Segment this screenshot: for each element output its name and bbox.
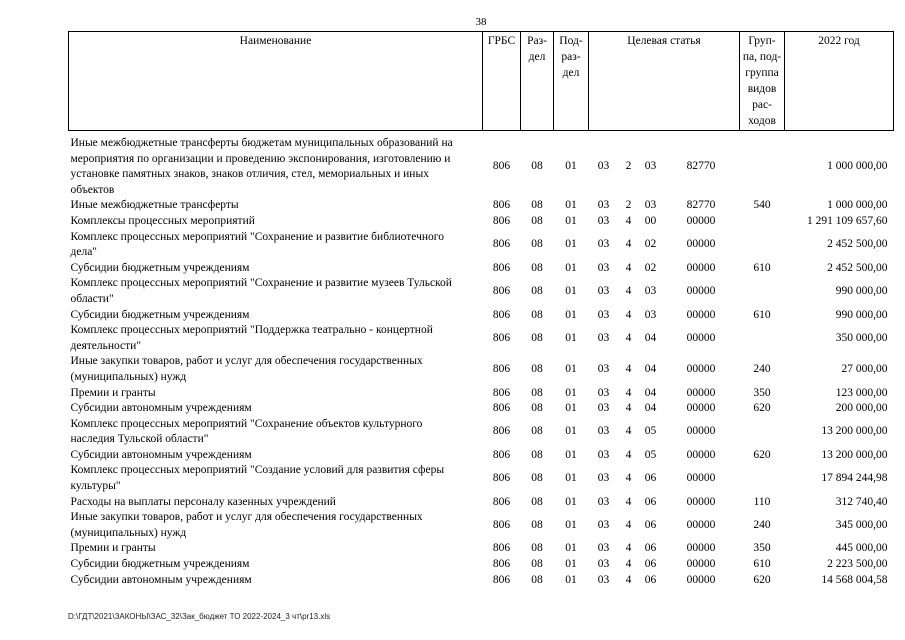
- row-group: [740, 463, 785, 494]
- row-target-subprogram: 04: [644, 331, 657, 344]
- row-target-type: 2: [625, 160, 632, 173]
- row-target-type: 4: [625, 285, 632, 298]
- row-grbs: 806: [492, 261, 511, 274]
- file-path: D:\ГДТ\2021\ЗАКОНЫ\ЗАС_32\Зак_бюджет ТО 2022-2024_3 чт\pr13.xls: [68, 612, 331, 621]
- header-razdel: Раз- дел: [521, 32, 554, 131]
- row-grbs: 806: [492, 519, 511, 532]
- row-name: Субсидии автономным учреждениям: [70, 402, 252, 415]
- row-group: 350: [753, 386, 771, 399]
- row-target-direction: 00000: [686, 472, 716, 485]
- row-amount: 350 000,00: [835, 331, 888, 344]
- row-group: 240: [753, 363, 771, 376]
- table-body: [69, 131, 894, 589]
- row-target-direction: 00000: [686, 425, 716, 438]
- row-target-type: 4: [625, 573, 632, 586]
- row-target-program: 03: [597, 573, 610, 586]
- row-target-direction: 82770: [686, 199, 716, 212]
- row-podrazdel: 01: [565, 261, 577, 274]
- row-name: Премии и гранты: [70, 386, 156, 399]
- row-razdel: 08: [531, 261, 543, 274]
- row-grbs: 806: [492, 558, 511, 571]
- table-row: [69, 308, 894, 324]
- row-group: [740, 131, 785, 199]
- row-name: Комплекс процессных мероприятий "Создание условий для развития сферы культуры": [70, 464, 445, 493]
- row-target-direction: 00000: [686, 331, 716, 344]
- row-target-type: 4: [625, 402, 632, 415]
- row-group: 540: [753, 199, 771, 212]
- table-row: [69, 401, 894, 417]
- row-podrazdel: 01: [565, 519, 577, 532]
- row-razdel: 08: [531, 331, 543, 344]
- row-grbs: 806: [492, 542, 511, 555]
- row-amount: 2 223 500,00: [827, 558, 888, 571]
- row-target-program: 03: [597, 363, 610, 376]
- header-grbs: ГРБС: [483, 32, 521, 131]
- budget-table: [68, 31, 894, 588]
- row-target-program: 03: [597, 542, 610, 555]
- row-target-direction: 00000: [686, 261, 716, 274]
- row-group: [740, 230, 785, 261]
- row-target-type: 2: [625, 199, 632, 212]
- row-razdel: 08: [531, 308, 543, 321]
- row-target-direction: 00000: [686, 363, 716, 376]
- row-group: 110: [753, 495, 771, 508]
- row-name: Комплексы процессных мероприятий: [70, 214, 255, 227]
- row-amount: 2 452 500,00: [827, 238, 888, 251]
- header-year: 2022 год: [785, 32, 894, 131]
- row-name: Субсидии автономным учреждениям: [70, 573, 252, 586]
- row-target-program: 03: [597, 199, 610, 212]
- table-header: [69, 32, 894, 131]
- row-group: 610: [753, 558, 771, 571]
- row-podrazdel: 01: [565, 363, 577, 376]
- row-target-type: 4: [625, 308, 632, 321]
- row-podrazdel: 01: [565, 238, 577, 251]
- table-row: [69, 417, 894, 448]
- row-grbs: 806: [492, 363, 511, 376]
- row-amount: 990 000,00: [835, 285, 888, 298]
- row-target-subprogram: 03: [644, 285, 657, 298]
- row-target-direction: 00000: [686, 402, 716, 415]
- row-target-subprogram: 03: [644, 199, 657, 212]
- row-target-program: 03: [597, 386, 610, 399]
- row-podrazdel: 01: [565, 573, 577, 586]
- row-grbs: 806: [492, 573, 511, 586]
- row-target-type: 4: [625, 261, 632, 274]
- row-target-type: 4: [625, 386, 632, 399]
- row-target-program: 03: [597, 519, 610, 532]
- row-target-direction: 82770: [686, 160, 716, 173]
- row-name: Комплекс процессных мероприятий "Сохранение объектов культурного наследия Тульской области": [70, 417, 423, 446]
- row-razdel: 08: [531, 558, 543, 571]
- row-grbs: 806: [492, 331, 511, 344]
- row-target-subprogram: 06: [644, 495, 657, 508]
- row-amount: 1 000 000,00: [827, 160, 888, 173]
- row-podrazdel: 01: [565, 308, 577, 321]
- row-podrazdel: 01: [565, 386, 577, 399]
- row-target-program: 03: [597, 448, 610, 461]
- row-name: Комплекс процессных мероприятий "Поддержка театрально - концертной деятельности": [70, 324, 433, 352]
- row-amount: 123 000,00: [835, 386, 888, 399]
- row-podrazdel: 01: [565, 160, 577, 173]
- row-group: 610: [753, 308, 771, 321]
- row-target-direction: 00000: [686, 386, 716, 399]
- row-grbs: 806: [492, 425, 511, 438]
- row-target-program: 03: [597, 402, 610, 415]
- row-group: 620: [753, 573, 771, 586]
- table-row: [69, 323, 894, 354]
- row-podrazdel: 01: [565, 285, 577, 298]
- row-target-subprogram: 04: [644, 386, 657, 399]
- row-razdel: 08: [531, 214, 543, 227]
- row-target-type: 4: [625, 425, 632, 438]
- header-target: Целевая статья: [589, 32, 740, 131]
- row-target-type: 4: [625, 542, 632, 555]
- row-target-program: 03: [597, 425, 610, 438]
- row-target-program: 03: [597, 558, 610, 571]
- row-target-program: 03: [597, 160, 610, 173]
- row-amount: 1 291 109 657,60: [807, 214, 888, 227]
- row-amount: 2 452 500,00: [827, 261, 888, 274]
- row-razdel: 08: [531, 573, 543, 586]
- row-podrazdel: 01: [565, 542, 577, 555]
- row-target-program: 03: [597, 214, 610, 227]
- row-target-subprogram: 06: [644, 573, 657, 586]
- row-group: [740, 276, 785, 307]
- row-grbs: 806: [492, 386, 511, 399]
- header-name: Наименование: [69, 32, 483, 131]
- row-target-direction: 00000: [686, 519, 716, 532]
- table-row: [69, 386, 894, 402]
- row-amount: 345 000,00: [835, 519, 888, 532]
- row-name: Субсидии автономным учреждениям: [70, 448, 252, 461]
- row-amount: 14 568 004,58: [821, 573, 888, 586]
- row-target-direction: 00000: [686, 214, 716, 227]
- header-group: Груп- па, под- группа видов рас- ходов: [740, 32, 785, 131]
- row-target-type: 4: [625, 519, 632, 532]
- row-grbs: 806: [492, 402, 511, 415]
- row-podrazdel: 01: [565, 448, 577, 461]
- row-grbs: 806: [492, 495, 511, 508]
- row-target-subprogram: 06: [644, 542, 657, 555]
- row-target-subprogram: 03: [644, 308, 657, 321]
- row-group: [740, 417, 785, 448]
- row-razdel: 08: [531, 285, 543, 298]
- row-podrazdel: 01: [565, 495, 577, 508]
- row-amount: 990 000,00: [835, 308, 888, 321]
- row-target-type: 4: [625, 558, 632, 571]
- table-row: [69, 448, 894, 464]
- row-grbs: 806: [492, 160, 511, 173]
- row-target-subprogram: 05: [644, 448, 657, 461]
- row-razdel: 08: [531, 425, 543, 438]
- row-name: Субсидии бюджетным учреждениям: [70, 261, 250, 274]
- row-name: Премии и гранты: [70, 542, 156, 555]
- row-target-direction: 00000: [686, 448, 716, 461]
- row-target-subprogram: 06: [644, 519, 657, 532]
- row-podrazdel: 01: [565, 199, 577, 212]
- row-target-direction: 00000: [686, 495, 716, 508]
- row-target-subprogram: 06: [644, 472, 657, 485]
- row-amount: 445 000,00: [835, 542, 888, 555]
- row-group: 240: [753, 519, 771, 532]
- row-name: Субсидии бюджетным учреждениям: [70, 558, 250, 571]
- row-podrazdel: 01: [565, 331, 577, 344]
- row-name: Иные межбюджетные трансферты бюджетам муниципальных образований на мероприятия по организации и проведению экспонирования, изготовлению и установке памятных знаков, знаков отличия, стел, мемориальных и иных объектов: [70, 137, 453, 196]
- row-target-subprogram: 00: [644, 214, 657, 227]
- row-name: Иные закупки товаров, работ и услуг для обеспечения государственных (муниципальных) нужд: [70, 355, 423, 383]
- row-amount: 200 000,00: [835, 402, 888, 415]
- table-row: [69, 354, 894, 385]
- row-razdel: 08: [531, 363, 543, 376]
- row-grbs: 806: [492, 238, 511, 251]
- row-amount: 13 200 000,00: [821, 448, 888, 461]
- page-number: 38: [475, 16, 487, 28]
- row-target-subprogram: 03: [644, 160, 657, 173]
- row-target-direction: 00000: [686, 542, 716, 555]
- row-target-program: 03: [597, 285, 610, 298]
- row-grbs: 806: [492, 214, 511, 227]
- row-razdel: 08: [531, 199, 543, 212]
- row-target-program: 03: [597, 261, 610, 274]
- row-target-direction: 00000: [686, 285, 716, 298]
- row-razdel: 08: [531, 542, 543, 555]
- row-grbs: 806: [492, 199, 511, 212]
- row-target-direction: 00000: [686, 573, 716, 586]
- row-target-direction: 00000: [686, 238, 716, 251]
- row-target-subprogram: 04: [644, 402, 657, 415]
- row-name: Комплекс процессных мероприятий "Сохранение и развитие библиотечного дела": [70, 230, 444, 259]
- row-razdel: 08: [531, 448, 543, 461]
- row-razdel: 08: [531, 238, 543, 251]
- row-podrazdel: 01: [565, 472, 577, 485]
- row-target-type: 4: [625, 331, 632, 344]
- row-target-program: 03: [597, 331, 610, 344]
- table-row: [69, 573, 894, 589]
- row-target-type: 4: [625, 363, 632, 376]
- row-target-direction: 00000: [686, 308, 716, 321]
- row-target-type: 4: [625, 472, 632, 485]
- row-razdel: 08: [531, 386, 543, 399]
- row-name: Иные закупки товаров, работ и услуг для обеспечения государственных (муниципальных) нужд: [70, 511, 423, 539]
- row-target-subprogram: 02: [644, 238, 657, 251]
- row-name: Комплекс процессных мероприятий "Сохранение и развитие музеев Тульской области": [70, 277, 452, 305]
- row-podrazdel: 01: [565, 402, 577, 415]
- row-group: 610: [753, 261, 771, 274]
- row-target-direction: 00000: [686, 558, 716, 571]
- row-target-type: 4: [625, 238, 632, 251]
- row-grbs: 806: [492, 472, 511, 485]
- table-row: [69, 510, 894, 541]
- row-grbs: 806: [492, 448, 511, 461]
- row-target-type: 4: [625, 214, 632, 227]
- table-row: [69, 214, 894, 230]
- row-amount: 1 000 000,00: [827, 199, 888, 212]
- row-name: Расходы на выплаты персоналу казенных учреждений: [70, 495, 336, 508]
- row-amount: 17 894 244,98: [821, 472, 888, 485]
- row-target-program: 03: [597, 472, 610, 485]
- row-amount: 27 000,00: [841, 363, 888, 376]
- table-row: [69, 198, 894, 214]
- row-target-program: 03: [597, 238, 610, 251]
- row-target-type: 4: [625, 495, 632, 508]
- row-group: [740, 323, 785, 354]
- table-row: [69, 230, 894, 261]
- row-razdel: 08: [531, 519, 543, 532]
- row-group: 620: [753, 448, 771, 461]
- row-target-subprogram: 06: [644, 558, 657, 571]
- row-amount: 13 200 000,00: [821, 425, 888, 438]
- row-group: 350: [753, 542, 771, 555]
- row-name: Субсидии бюджетным учреждениям: [70, 308, 250, 321]
- row-target-program: 03: [597, 308, 610, 321]
- row-razdel: 08: [531, 472, 543, 485]
- table-row: [69, 261, 894, 277]
- row-podrazdel: 01: [565, 214, 577, 227]
- table-row: [69, 131, 894, 199]
- row-name: Иные межбюджетные трансферты: [70, 199, 239, 212]
- row-razdel: 08: [531, 160, 543, 173]
- row-amount: 312 740,40: [835, 495, 888, 508]
- row-podrazdel: 01: [565, 425, 577, 438]
- header-podrazdel: Под- раз- дел: [554, 32, 589, 131]
- row-group: [740, 214, 785, 230]
- row-target-subprogram: 04: [644, 363, 657, 376]
- row-target-program: 03: [597, 495, 610, 508]
- row-target-subprogram: 02: [644, 261, 657, 274]
- table-row: [69, 557, 894, 573]
- table-row: [69, 276, 894, 307]
- row-grbs: 806: [492, 308, 511, 321]
- table-row: [69, 463, 894, 494]
- row-group: 620: [753, 402, 771, 415]
- row-target-type: 4: [625, 448, 632, 461]
- row-razdel: 08: [531, 495, 543, 508]
- row-target-subprogram: 05: [644, 425, 657, 438]
- row-grbs: 806: [492, 285, 511, 298]
- table-row: [69, 495, 894, 511]
- table-row: [69, 541, 894, 557]
- row-razdel: 08: [531, 402, 543, 415]
- row-podrazdel: 01: [565, 558, 577, 571]
